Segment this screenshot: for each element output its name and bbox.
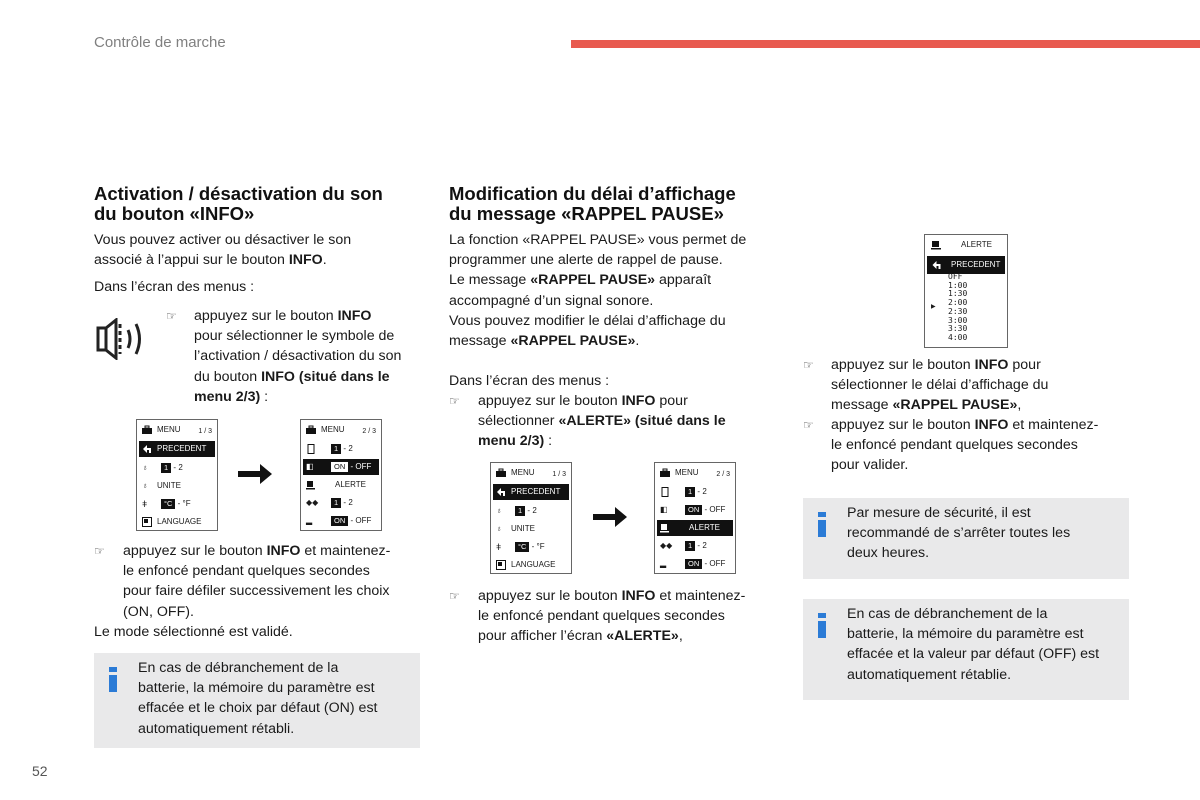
col2-p-l6: message	[449, 333, 511, 350]
menu-screen-3: MENU 1 / 3 PRECEDENT ♁ 1 - 2 ♁ UNITE ǂ °C - °F LANGUAGE	[490, 462, 572, 574]
col2-b1-l2-bold: «ALERTE» (situé dans le	[558, 413, 726, 430]
hand-pointer-icon: ☞	[803, 358, 814, 372]
val-1: 1	[515, 506, 525, 516]
suitcase-icon	[306, 425, 316, 435]
col1-b2-l1-bold: INFO	[266, 543, 301, 559]
col3-b2-l1: appuyez sur le bouton	[831, 417, 975, 433]
sound-icon: ◧	[306, 462, 314, 471]
on: ON	[331, 462, 348, 472]
on: ON	[331, 516, 348, 526]
screen-title: MENU	[511, 468, 535, 477]
val-1: 1	[331, 498, 341, 508]
hand-pointer-icon: ☞	[166, 309, 177, 323]
col3-b2-l1-post: et maintenez-	[1008, 417, 1099, 433]
alerte-option: 2:30	[948, 306, 968, 316]
screen-page: 1 / 3	[552, 471, 566, 478]
thermometer-icon: ǂ	[142, 499, 148, 509]
col2-p-l1: La fonction «RAPPEL PAUSE» vous permet de	[449, 232, 747, 248]
sound-toggle-icon	[96, 318, 150, 360]
col2-b2-l3-bold: «ALERTE»	[606, 628, 679, 645]
col1-menus-text: Dans l’écran des menus :	[94, 279, 255, 295]
col3-b1-l1: appuyez sur le bouton	[831, 357, 975, 373]
col3-b1-l2: sélectionner le délai d’affichage du	[831, 377, 1049, 394]
col2-heading-line1: Modification du délai d’affichage	[449, 183, 736, 204]
val-sep: -	[697, 541, 701, 550]
col2-b2-l1-post: et maintenez-	[655, 588, 746, 604]
menu-screen-4: MENU 2 / 3 1 - 2 ◧ ON - OFF ALERTE ◆◆ 1 - 2 ▂ ON - OFF	[654, 462, 736, 574]
col3-b1-l3-bold: «RAPPEL PAUSE»	[892, 397, 1018, 414]
phone-icon	[306, 444, 316, 454]
col2-p-l3-bold: «RAPPEL PAUSE»	[530, 272, 656, 289]
page-number: 52	[32, 763, 48, 779]
alerte-option: 1:30	[948, 289, 968, 299]
col1-b1-l1: appuyez sur le bouton	[194, 308, 338, 324]
val-1: 1	[685, 487, 695, 497]
col3-info2-l3: effacée et la valeur par défaut (OFF) est	[847, 646, 1100, 663]
col1-b2-l3: pour faire défiler successivement les choix	[123, 583, 390, 600]
col1-bullet1	[166, 306, 428, 407]
col2-heading	[449, 184, 789, 224]
alerte-option: 3:00	[948, 315, 968, 325]
val-2: 2	[178, 463, 183, 472]
col1-b1-l4-bold: INFO (situé dans le	[261, 368, 390, 385]
col2-heading-line2: du message «RAPPEL PAUSE»	[449, 203, 724, 224]
col2-b1-l1-bold: INFO	[621, 393, 656, 409]
col1-info-l4: automatiquement rétabli.	[138, 720, 295, 737]
fahrenheit: °F	[536, 542, 545, 551]
col2-b1-l1: appuyez sur le bouton	[478, 393, 622, 409]
celsius: °C	[161, 499, 175, 509]
screen-language: LANGUAGE	[511, 560, 556, 569]
coffee-icon	[931, 240, 942, 250]
on: ON	[685, 559, 702, 569]
col2-p-l3: Le message	[449, 272, 531, 289]
val-2: 2	[532, 506, 537, 515]
alerte-option: 3:30	[948, 324, 968, 334]
alerte-option: 4:00	[948, 332, 968, 342]
col1-b1-l5: :	[260, 388, 269, 405]
col1-intro-line1: Vous pouvez activer ou désactiver le son	[94, 232, 352, 248]
coffee-icon	[660, 523, 670, 533]
val-2: 2	[702, 541, 707, 550]
bulb-icon: ♁	[142, 463, 148, 472]
suitcase-icon	[496, 468, 506, 478]
screen-language: LANGUAGE	[157, 517, 202, 526]
screen-precedent: PRECEDENT	[157, 444, 207, 453]
col1-heading-line2: du bouton «INFO»	[94, 203, 255, 224]
col1-intro-line2: associé à l’appui sur le bouton	[94, 252, 289, 269]
val-sep: -	[343, 498, 347, 507]
col3-bullet1	[803, 355, 1133, 416]
seat-icon: ▂	[660, 559, 667, 568]
seat-icon: ▂	[306, 516, 313, 525]
screen-alerte: ALERTE	[335, 480, 366, 489]
unit-icon: ♁	[496, 524, 502, 533]
col3-info-box-1	[803, 498, 1129, 579]
col3-b1-l1-bold: INFO	[974, 357, 1009, 373]
col1-validated: Le mode sélectionné est validé.	[94, 624, 293, 640]
phone-icon	[660, 487, 670, 497]
hand-pointer-icon: ☞	[94, 544, 105, 558]
info-icon	[109, 667, 117, 691]
col2-b2-l2: le enfoncé pendant quelques secondes	[478, 608, 725, 625]
col2-b1-l1-post: pour	[655, 393, 688, 409]
val-2: 2	[348, 498, 353, 507]
val-2: 2	[702, 487, 707, 496]
col1-heading	[94, 184, 424, 224]
off: OFF	[709, 559, 726, 568]
info-icon	[818, 512, 826, 536]
col3-info2-l4: automatiquement rétablie.	[847, 666, 1012, 683]
val-2: 2	[348, 444, 353, 453]
col1-b1-l1-bold: INFO	[337, 308, 372, 324]
col1-b1-l3: l’activation / désactivation du son	[194, 348, 402, 365]
suitcase-icon	[142, 425, 152, 435]
alerte-title: ALERTE	[961, 240, 992, 249]
col3-info-box-2	[803, 599, 1129, 700]
col2-bullet1	[449, 391, 779, 452]
screen-page: 2 / 3	[716, 471, 730, 478]
col3-info1-l1: Par mesure de sécurité, il est	[847, 505, 1031, 521]
thermometer-icon: ǂ	[496, 542, 502, 552]
col2-paragraph	[449, 230, 789, 351]
col2-b2-l3: pour afficher l’écran	[478, 628, 607, 645]
col2-b1-l2: sélectionner	[478, 413, 559, 430]
col3-info2-l1: En cas de débranchement de la	[847, 606, 1048, 622]
col1-b1-l2: pour sélectionner le symbole de	[194, 328, 395, 345]
suitcase-icon	[660, 468, 670, 478]
celsius: °C	[515, 542, 529, 552]
val-1: 1	[161, 463, 171, 473]
sound-icon: ◧	[660, 505, 668, 514]
alerte-options	[943, 273, 967, 343]
alerte-option: 1:00	[948, 280, 968, 290]
col2-p-l6-bold: «RAPPEL PAUSE»	[510, 333, 636, 350]
col3-b1-l3-post: ,	[1017, 397, 1022, 414]
col2-p-l3-post: apparaît	[655, 272, 712, 289]
col2-p-l4: accompagné d’un signal sonore.	[449, 292, 654, 309]
col3-b1-l1-post: pour	[1008, 357, 1041, 373]
col1-b2-l1: appuyez sur le bouton	[123, 543, 267, 559]
col3-info1-l2: recommandé de s’arrêter toutes les	[847, 525, 1071, 542]
off: OFF	[355, 462, 372, 471]
col1-heading-line1: Activation / désactivation du son	[94, 183, 383, 204]
menu-screen-1: MENU 1 / 3 PRECEDENT ♁ 1 - 2 ♁ UNITE ǂ °C - °F LANGUAGE	[136, 419, 218, 531]
screen-title: MENU	[157, 425, 181, 434]
back-arrow-icon	[142, 444, 152, 454]
on: ON	[685, 505, 702, 515]
col2-b1-l3-bold: menu 2/3)	[478, 433, 545, 450]
val-sep: -	[697, 487, 701, 496]
col3-info1-l3: deux heures.	[847, 545, 930, 562]
col1-b1-l5-bold: menu 2/3)	[194, 388, 261, 405]
col1-b1-l4: du bouton	[194, 368, 262, 385]
col1-info-l3: effacée et le choix par défaut (ON) est	[138, 700, 378, 717]
info-icon	[818, 613, 826, 637]
val-1: 1	[331, 444, 341, 454]
col3-b1-l3: message	[831, 397, 893, 414]
alerte-screen	[924, 234, 1008, 348]
col2-menus-text: Dans l’écran des menus :	[449, 373, 610, 389]
section-title: Contrôle de marche	[94, 34, 226, 51]
col1-info-l2: batterie, la mémoire du paramètre est	[138, 680, 375, 697]
col2-bullet2	[449, 586, 779, 647]
off: OFF	[355, 516, 372, 525]
screen-title: MENU	[675, 468, 699, 477]
screen-unite: UNITE	[157, 481, 181, 490]
hand-pointer-icon: ☞	[449, 589, 460, 603]
language-icon	[142, 517, 152, 527]
col3-bullet2	[803, 415, 1133, 476]
alerte-option: 2:00	[948, 298, 968, 308]
back-arrow-icon	[496, 487, 506, 497]
menu-screen-2: MENU 2 / 3 1 - 2 ◧ ON - OFF ALERTE ◆◆ 1 - 2 ▂ ON - OFF	[300, 419, 382, 531]
col2-b2-l3-post: ,	[678, 628, 683, 645]
arrows-icon: ◆◆	[660, 541, 673, 550]
alerte-precedent: PRECEDENT	[951, 260, 1001, 269]
screen-precedent: PRECEDENT	[511, 487, 561, 496]
arrow-right-icon	[593, 507, 627, 527]
val-sep: -	[173, 463, 177, 472]
col1-b2-l2: le enfoncé pendant quelques secondes	[123, 563, 370, 580]
col3-b2-l3: pour valider.	[831, 457, 909, 474]
col2-b1-l3: :	[544, 433, 553, 450]
col1-intro-bold: INFO	[288, 252, 323, 269]
screen-page: 1 / 3	[198, 428, 212, 435]
val-sep: -	[527, 506, 531, 515]
hand-pointer-icon: ☞	[803, 418, 814, 432]
hand-pointer-icon: ☞	[449, 394, 460, 408]
col1-info-l1: En cas de débranchement de la	[138, 660, 339, 676]
selection-pointer-icon: ▶	[931, 304, 936, 310]
screen-page: 2 / 3	[362, 428, 376, 435]
screen-title: MENU	[321, 425, 345, 434]
screen-alerte: ALERTE	[689, 523, 720, 532]
language-icon	[496, 560, 506, 570]
col3-b2-l1-bold: INFO	[974, 417, 1009, 433]
header-accent-bar	[571, 40, 1200, 48]
arrow-right-icon	[238, 464, 272, 484]
bulb-icon: ♁	[496, 506, 502, 515]
col1-intro	[94, 230, 424, 270]
unit-icon: ♁	[142, 481, 148, 490]
fahrenheit: °F	[182, 499, 191, 508]
screen-unite: UNITE	[511, 524, 535, 533]
col3-b2-l2: le enfoncé pendant quelques secondes	[831, 437, 1078, 454]
col1-info-box	[94, 653, 420, 748]
col2-p-l5: Vous pouvez modifier le délai d’affichage du	[449, 312, 726, 329]
off: OFF	[709, 505, 726, 514]
val-sep: -	[343, 444, 347, 453]
col1-b2-l4: (ON, OFF).	[123, 603, 194, 620]
col2-p-l6-post: .	[635, 333, 640, 350]
col2-b2-l1-bold: INFO	[621, 588, 656, 604]
col2-p-l2: programmer une alerte de rappel de pause.	[449, 252, 723, 269]
col1-intro-post: .	[322, 252, 327, 269]
coffee-icon	[306, 480, 316, 490]
col1-b2-l1-post: et maintenez-	[300, 543, 391, 559]
val-1: 1	[685, 541, 695, 551]
col2-b2-l1: appuyez sur le bouton	[478, 588, 622, 604]
arrows-icon: ◆◆	[306, 498, 319, 507]
alerte-option: OFF	[948, 272, 963, 281]
col3-info2-l2: batterie, la mémoire du paramètre est	[847, 626, 1084, 643]
col1-bullet2	[94, 541, 424, 622]
back-arrow-icon	[931, 260, 942, 270]
